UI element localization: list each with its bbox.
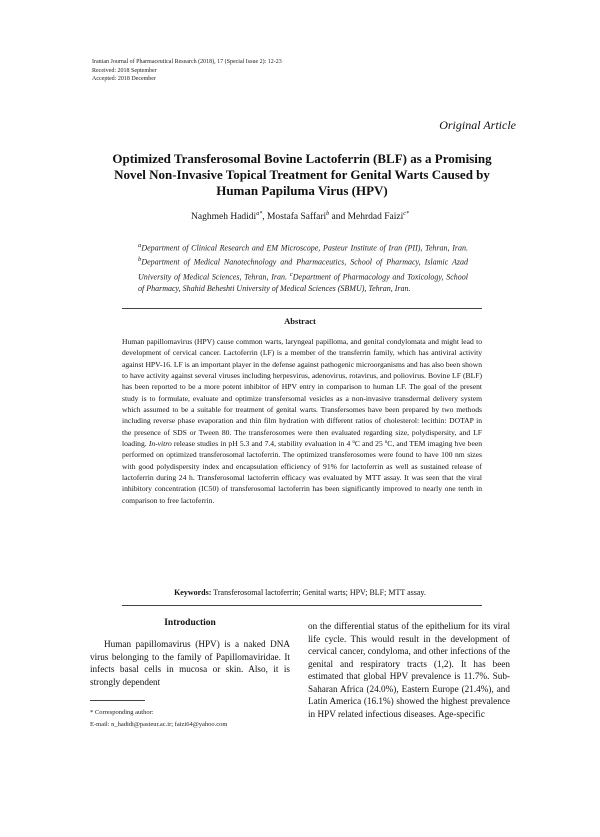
footnote — [90, 707, 227, 731]
abstract-heading: Abstract — [284, 316, 316, 326]
abstract-top-rule — [122, 308, 482, 309]
accepted-date: Accepted: 2018 December — [92, 76, 156, 82]
author-affiliation-mark: a* — [256, 211, 263, 217]
journal-header — [92, 58, 282, 84]
author-list — [0, 211, 600, 222]
author-name: Naghmeh Hadidi — [191, 212, 257, 223]
introduction-text-right: on the differential status of the epithelium for its viral life cycle. This would result in the development of cervical cancer, condyloma, and other infections of the genital and respiratory tracts (1,2). It has been estimated that global HPV prevalence is 11.7%. Sub-Saharan Africa (24.0%), Eastern Europe (21.4%), and Latin America (16.1%) showed the highest prevalence in HPV related infectious diseases. Age-specific — [308, 621, 510, 719]
affiliation-text: Department of Medical Nanotechnology and Pharmaceutics, School of Pharmacy, Islamic Azad University of Medical Sciences, Tehran, Iran. — [138, 258, 468, 282]
affiliation-mark: b — [138, 256, 142, 264]
affiliation-text: Department of Pharmacology and Toxicology, School of Pharmacy, Shahid Beheshti University of Medical Sciences (SBMU), Tehran, Iran. — [138, 272, 469, 294]
keywords-text: Transferosomal lactoferrin; Genital warts; HPV; BLF; MTT assay. — [211, 588, 426, 597]
introduction-text-left: Human papillomavirus (HPV) is a naked DNA virus belonging to the family of Papillomaviridae. It infects basal cells in mucosa or skin. Also, it is strongly dependent — [90, 639, 290, 687]
paper-title: Optimized Transferosomal Bovine Lactoferrin (BLF) as a Promising Novel Non-Invasive Topical Treatment for Genital Warts Caused by Human Papiluma Virus (HPV) — [112, 151, 492, 198]
abstract-italic: In-vitro — [148, 439, 172, 449]
affiliation-text: Department of Clinical Research and EM Microscope, Pasteur Institute of Iran (PII), Tehran, Iran. — [141, 243, 468, 253]
received-date: Received: 2018 September — [92, 67, 157, 74]
footnote-rule — [90, 700, 145, 701]
footnote-email: E-mail: n_hadidi@pasteur.ac.ir; faizi64@yahoo.com — [90, 721, 228, 728]
affiliation-mark: a — [138, 242, 142, 249]
affiliations — [138, 240, 468, 295]
left-column — [90, 618, 290, 688]
journal-citation: Iranian Journal of Pharmaceutical Research (2018), 17 (Special Issue 2): 12-23 — [92, 59, 282, 65]
keywords — [0, 588, 600, 597]
right-column — [308, 620, 510, 720]
abstract-body — [122, 336, 482, 506]
author-name: Mehrdad Faizi — [347, 212, 404, 223]
affiliation-mark: c — [289, 270, 293, 278]
author-name: Mostafa Saffari — [266, 212, 327, 223]
footnote-label: * Corresponding author: — [90, 709, 154, 716]
author-separator: and — [329, 212, 348, 223]
introduction-heading: Introduction — [164, 618, 216, 628]
article-type: Original Article — [439, 118, 516, 132]
abstract-text: Human papillomavirus (HPV) cause common warts, laryngeal papilloma, and genital condylomata and might lead to development of cervical cancer. Lactoferrin (LF) is a member of the transferrin family, which has antiviral activity against HPV-16. LF is an important player in the defense against pathogenic microorganisms and has also been shown to have activity against several viruses including herpesvirus, adenovirus, rotavirus, and poliovirus. Bovine LF (BLF) has been reported to be a more potent inhibitor of HPV entry in comparison to human LF. The goal of the present study is to formulate, evaluate and optimize transfersomal vesicles as a non-invasive transdermal delivery system which assumed to be a suitable for treatment of genital warts. Transfersomes have been prepared by two methods including reverse phase evaporation and thin film hydration with different ratios of cholesterol: lecithin: DOTAP in the presence of SDS or Tween 80. The transferosomes were then evaluated regarding size, polydispersity, and LF loading. — [122, 337, 482, 449]
abstract-text: release studies in pH 5.3 and 7.4, stability evaluation in 4 ºC and 25 ºC, and TEM imaging hve been performed on optimized transferosomal lactoferrin. The optimized transferosomes were found to have 100 nm sizes with good polydispersity index and encapsulation efficiency of 91% for lactoferrin as well as sustained release of lactoferrin during 24 h. Transferosomal lactoferrin efficacy was evaluated by MTT assay. It was seen that the viral inhibitory concentration (IC50) of transferosomal lactoferrin has been significantly improved to nearly one tenth in comparison to free lactoferrin. — [122, 439, 483, 505]
author-separator: , — [262, 212, 267, 223]
keywords-label: Keywords: — [174, 588, 212, 597]
keywords-bottom-rule — [122, 605, 482, 606]
author-affiliation-mark: b — [326, 211, 330, 217]
author-affiliation-mark: c* — [403, 211, 409, 217]
